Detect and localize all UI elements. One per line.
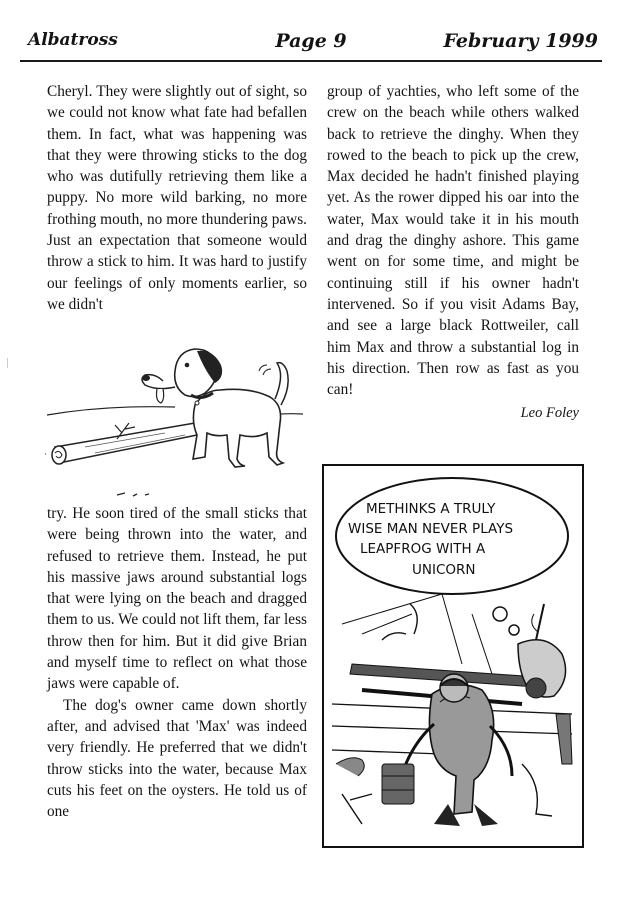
- speech-line: LEAPFROG WITH A: [360, 541, 486, 557]
- paragraph: group of yachties, who left some of the crew on the beach while others walked back to retrieve the dinghy. When they rowed to the beach to pick up the crew, Max decided he hadn't finished playing yet. As the rower dipped his oar into the water, Max would take it in his mouth and drag the dinghy ashore. This game went on for some time, and might be continuing still if his owner hadn't intervened. So if you visit Adams Bay, and see a large black Rottweiler, call him Max and throw a substantial log in his direction. Then row as fast as you can!: [327, 83, 579, 399]
- speech-line: WISE MAN NEVER PLAYS: [348, 521, 514, 537]
- page-header: [20, 30, 602, 62]
- paragraph: try. He soon tired of the small sticks that were being thrown into the water, and refused to retrieve them. Instead, he put his massive jaws around substantial logs that were lying on the beach and dragged them to us. We could not lift them, far less throw then for him. But it did give Brian and myself time to reflect on what those jaws were capable of.: [47, 505, 307, 693]
- right-column: [327, 81, 579, 400]
- left-column-bottom: [47, 503, 307, 822]
- publication-name: Albatross: [28, 30, 118, 50]
- issue-date: February 1999: [443, 30, 598, 52]
- speech-line: METHINKS A TRULY: [366, 501, 496, 517]
- margin-mark: [7, 358, 11, 368]
- author-byline: Leo Foley: [520, 405, 579, 421]
- dog-illustration-icon: [45, 335, 305, 500]
- paragraph: Cheryl. They were slightly out of sight, so we could not know what fate had befallen them. In fact, what was happening was that they were throwing sticks to the dog who was dutifully retrieving them like a puppy. No more wild barking, no more frothing mouth, no more thundering paws. Just an expectation that someone would throw a stick to him. It was hard to justify our feelings of only moments earlier, so we didn't: [47, 83, 307, 313]
- page-number: Page 9: [275, 30, 347, 52]
- paragraph: The dog's owner came down shortly after, and advised that 'Max' was indeed very friendly. He preferred that we didn't throw sticks into the water, because Max cuts his feet on the oysters. He told us of one: [47, 696, 307, 821]
- speech-line: UNICORN: [412, 562, 476, 578]
- left-column-top: [47, 81, 307, 315]
- cartoon-frame: [322, 464, 584, 848]
